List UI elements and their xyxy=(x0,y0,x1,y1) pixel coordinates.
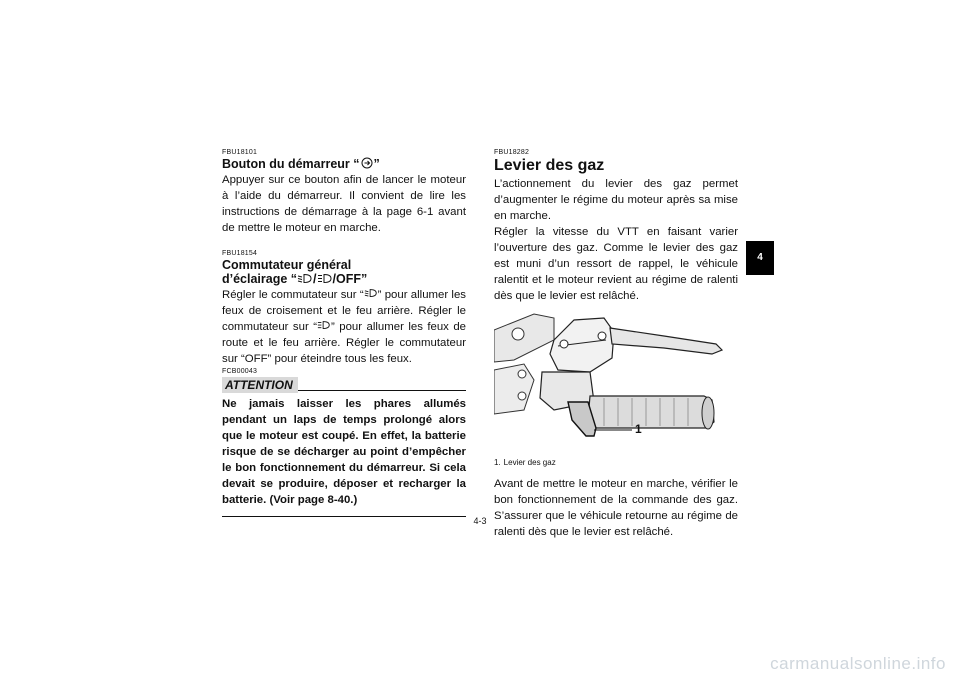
high-beam-icon xyxy=(317,319,331,335)
figure-caption xyxy=(494,458,738,468)
starter-description: Appuyer sur ce bouton afin de lancer le moteur à l’aide du démarreur. Il convient de lire les instructions de démarrage à la page 6-1 avant de mettre le moteur en marche. xyxy=(222,174,466,235)
body-text: ” pour allumer les feux de route et le feu arrière. Régler le commutateur sur “OFF” pour éteindre tous les feux. xyxy=(222,320,467,365)
page-number: 4-3 xyxy=(473,516,487,526)
throttle-lever-illustration xyxy=(494,310,744,450)
caption-text: Levier des gaz xyxy=(503,458,556,467)
title-text: d’éclairage “ xyxy=(222,272,298,287)
high-beam-icon xyxy=(317,273,333,287)
caution-code: FCB00043 xyxy=(222,367,258,375)
throttle-paragraph-3: Avant de mettre le moteur en marche, vérifier le bon fonctionnement de la commande des gaz. S’assurer que le véhicule retourne au régime de ralenti dès que le levier est relâché. xyxy=(494,478,738,538)
title-text-off: OFF” xyxy=(336,272,368,287)
caution-text: Ne jamais laisser les phares allumés pendant un laps de temps prolongé alors que le moteur est coupé. En effet, la batterie risque de se décharger au point d’empêcher le bon fonctionnement du démarreur. Si cela devait se produire, déposer et recharger la batterie. (Voir page 8-40.) xyxy=(222,397,466,506)
section-code: FBU18154 xyxy=(222,250,258,258)
watermark: carmanualsonline.info xyxy=(770,654,946,673)
title-sep: / xyxy=(332,272,337,287)
title-sep: / xyxy=(313,272,317,287)
section-code: FBU18101 xyxy=(222,149,258,156)
light-switch-description xyxy=(222,287,466,367)
low-beam-icon xyxy=(364,287,378,303)
section-title-light-switch-line1: Commutateur général xyxy=(222,258,352,273)
body-text: ” pour allumer les feux de croisement et le feu arrière. Régler le commutateur sur “ xyxy=(222,288,466,333)
throttle-lever-figure xyxy=(494,310,744,450)
chapter-tab: 4 xyxy=(746,241,774,275)
left-column xyxy=(222,148,466,517)
section-title-throttle: Levier des gaz xyxy=(494,157,605,174)
title-text-end: ” xyxy=(373,157,380,171)
title-text: Bouton du démarreur “ xyxy=(222,157,360,171)
right-column xyxy=(494,148,738,540)
section-code: FBU18282 xyxy=(494,149,530,156)
caption-number: 1. xyxy=(494,458,501,467)
caution-label: ATTENTION xyxy=(222,377,298,393)
section-title-starter xyxy=(222,157,466,172)
low-beam-icon xyxy=(297,273,313,287)
throttle-paragraph-1: L’actionnement du levier des gaz permet d’augmenter le régime du moteur après sa mise en marche. xyxy=(494,178,738,222)
caution-header xyxy=(222,376,466,394)
throttle-paragraph-2: Régler la vitesse du VTT en faisant varier l’ouverture des gaz. Comme le levier des gaz est muni d’un ressort de rappel, le véhicule ralentit et le moteur revient au régime de ralenti dès que le levier est relâché. xyxy=(494,226,738,302)
starter-symbol-icon xyxy=(360,157,374,172)
body-text: Régler le commutateur sur “ xyxy=(222,288,364,301)
figure-callout-1: 1 xyxy=(635,422,642,436)
section-title-light-switch-line2 xyxy=(222,272,466,287)
